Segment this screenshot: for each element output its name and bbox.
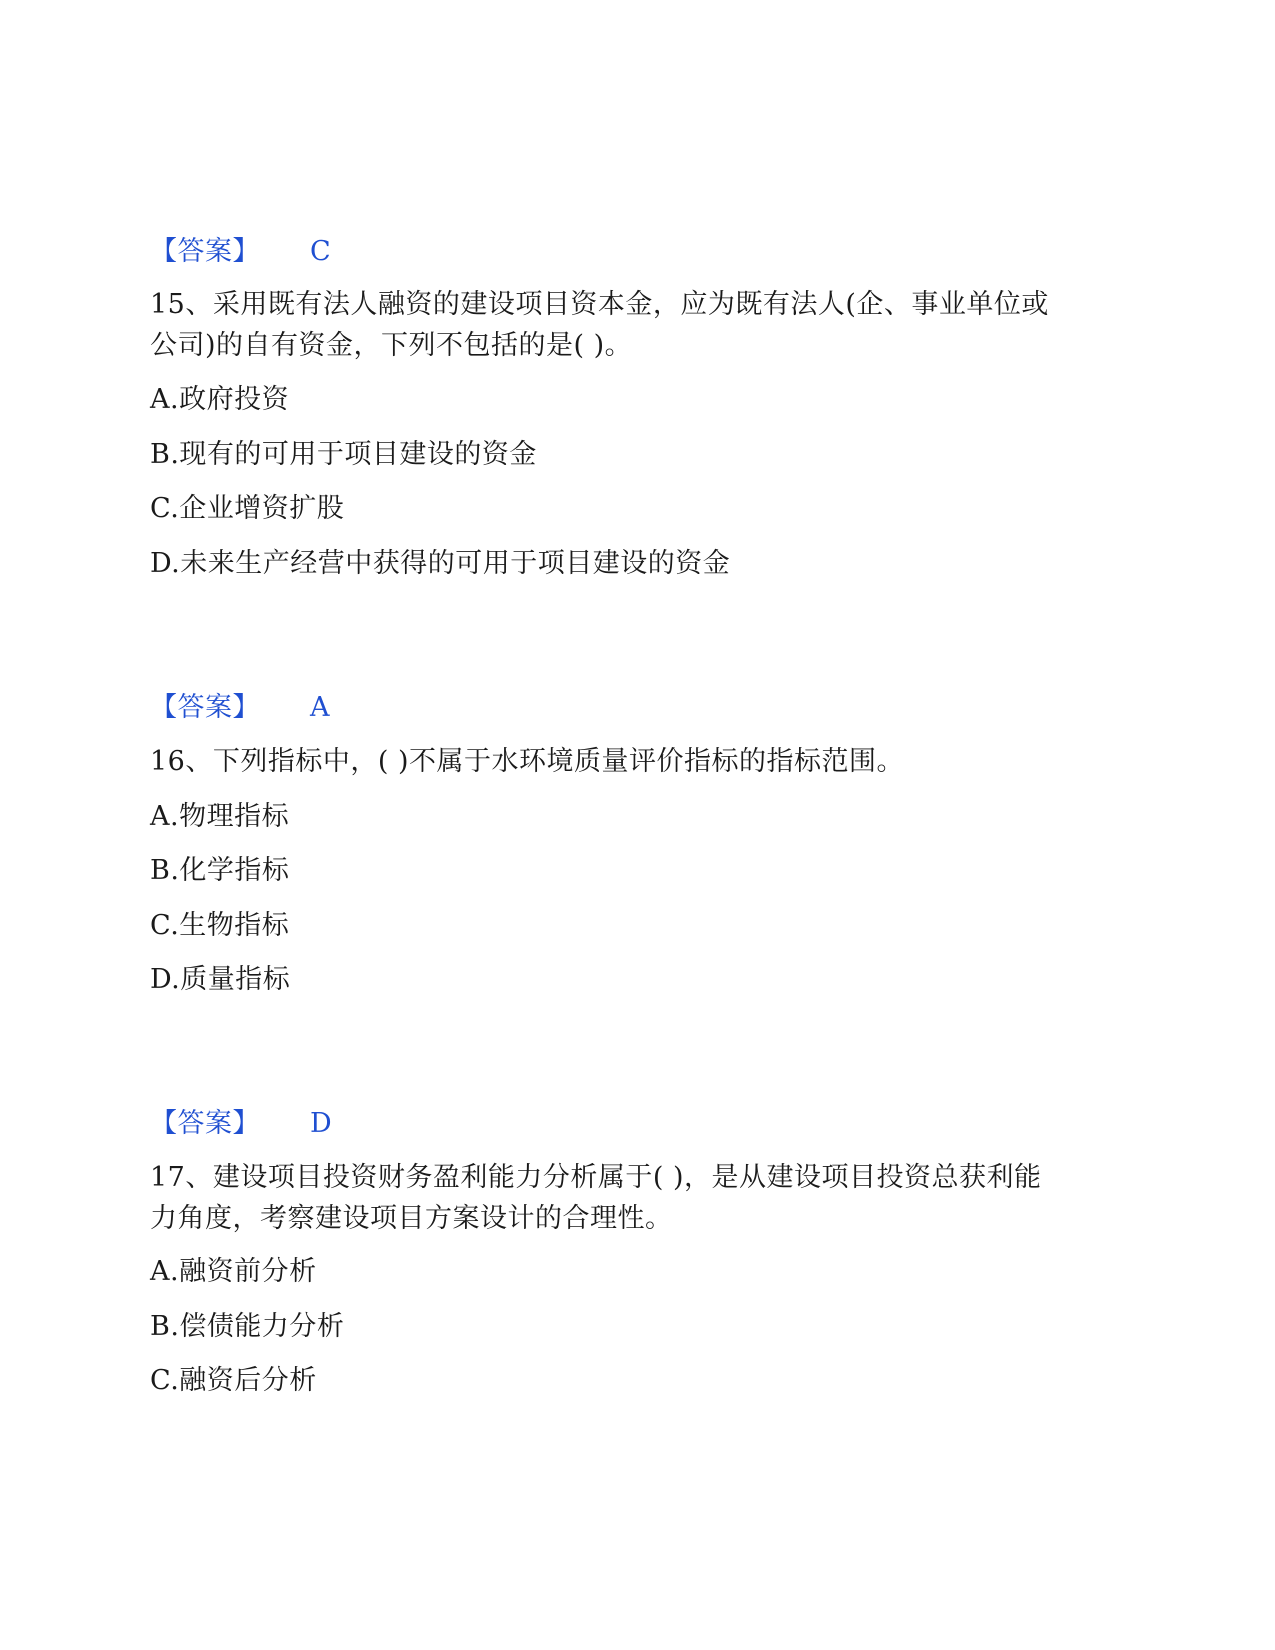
question-option: C.融资后分析 xyxy=(150,1365,317,1396)
answer-line xyxy=(150,688,330,728)
question-option: C.企业增资扩股 xyxy=(150,493,345,524)
answer-label: 【答案】 xyxy=(150,236,260,267)
answer-line xyxy=(150,232,331,272)
answer-label: 【答案】 xyxy=(150,1108,260,1139)
answer-value: C xyxy=(310,236,332,267)
question-option: A.融资前分析 xyxy=(150,1256,317,1287)
question-stem: 15、采用既有法人融资的建设项目资本金，应为既有法人(企、事业单位或 xyxy=(150,289,1049,320)
answer-line xyxy=(150,1104,332,1144)
question-option: B.现有的可用于项目建设的资金 xyxy=(150,439,537,470)
question-option: A.物理指标 xyxy=(150,801,290,832)
question-stem: 16、下列指标中，( )不属于水环境质量评价指标的指标范围。 xyxy=(150,746,905,777)
question-option: B.偿债能力分析 xyxy=(150,1311,345,1342)
question-option: D.质量指标 xyxy=(150,964,291,995)
question-stem: 17、建设项目投资财务盈利能力分析属于( )，是从建设项目投资总获利能 xyxy=(150,1162,1042,1193)
question-option: B.化学指标 xyxy=(150,855,290,886)
answer-value: A xyxy=(310,692,330,723)
question-option: A.政府投资 xyxy=(150,384,290,415)
question-option: C.生物指标 xyxy=(150,910,290,941)
question-option: D.未来生产经营中获得的可用于项目建设的资金 xyxy=(150,548,731,579)
answer-value: D xyxy=(310,1108,333,1139)
question-stem: 力角度，考察建设项目方案设计的合理性。 xyxy=(150,1203,673,1234)
answer-label: 【答案】 xyxy=(150,692,260,723)
question-stem: 公司)的自有资金，下列不包括的是( )。 xyxy=(150,330,633,361)
